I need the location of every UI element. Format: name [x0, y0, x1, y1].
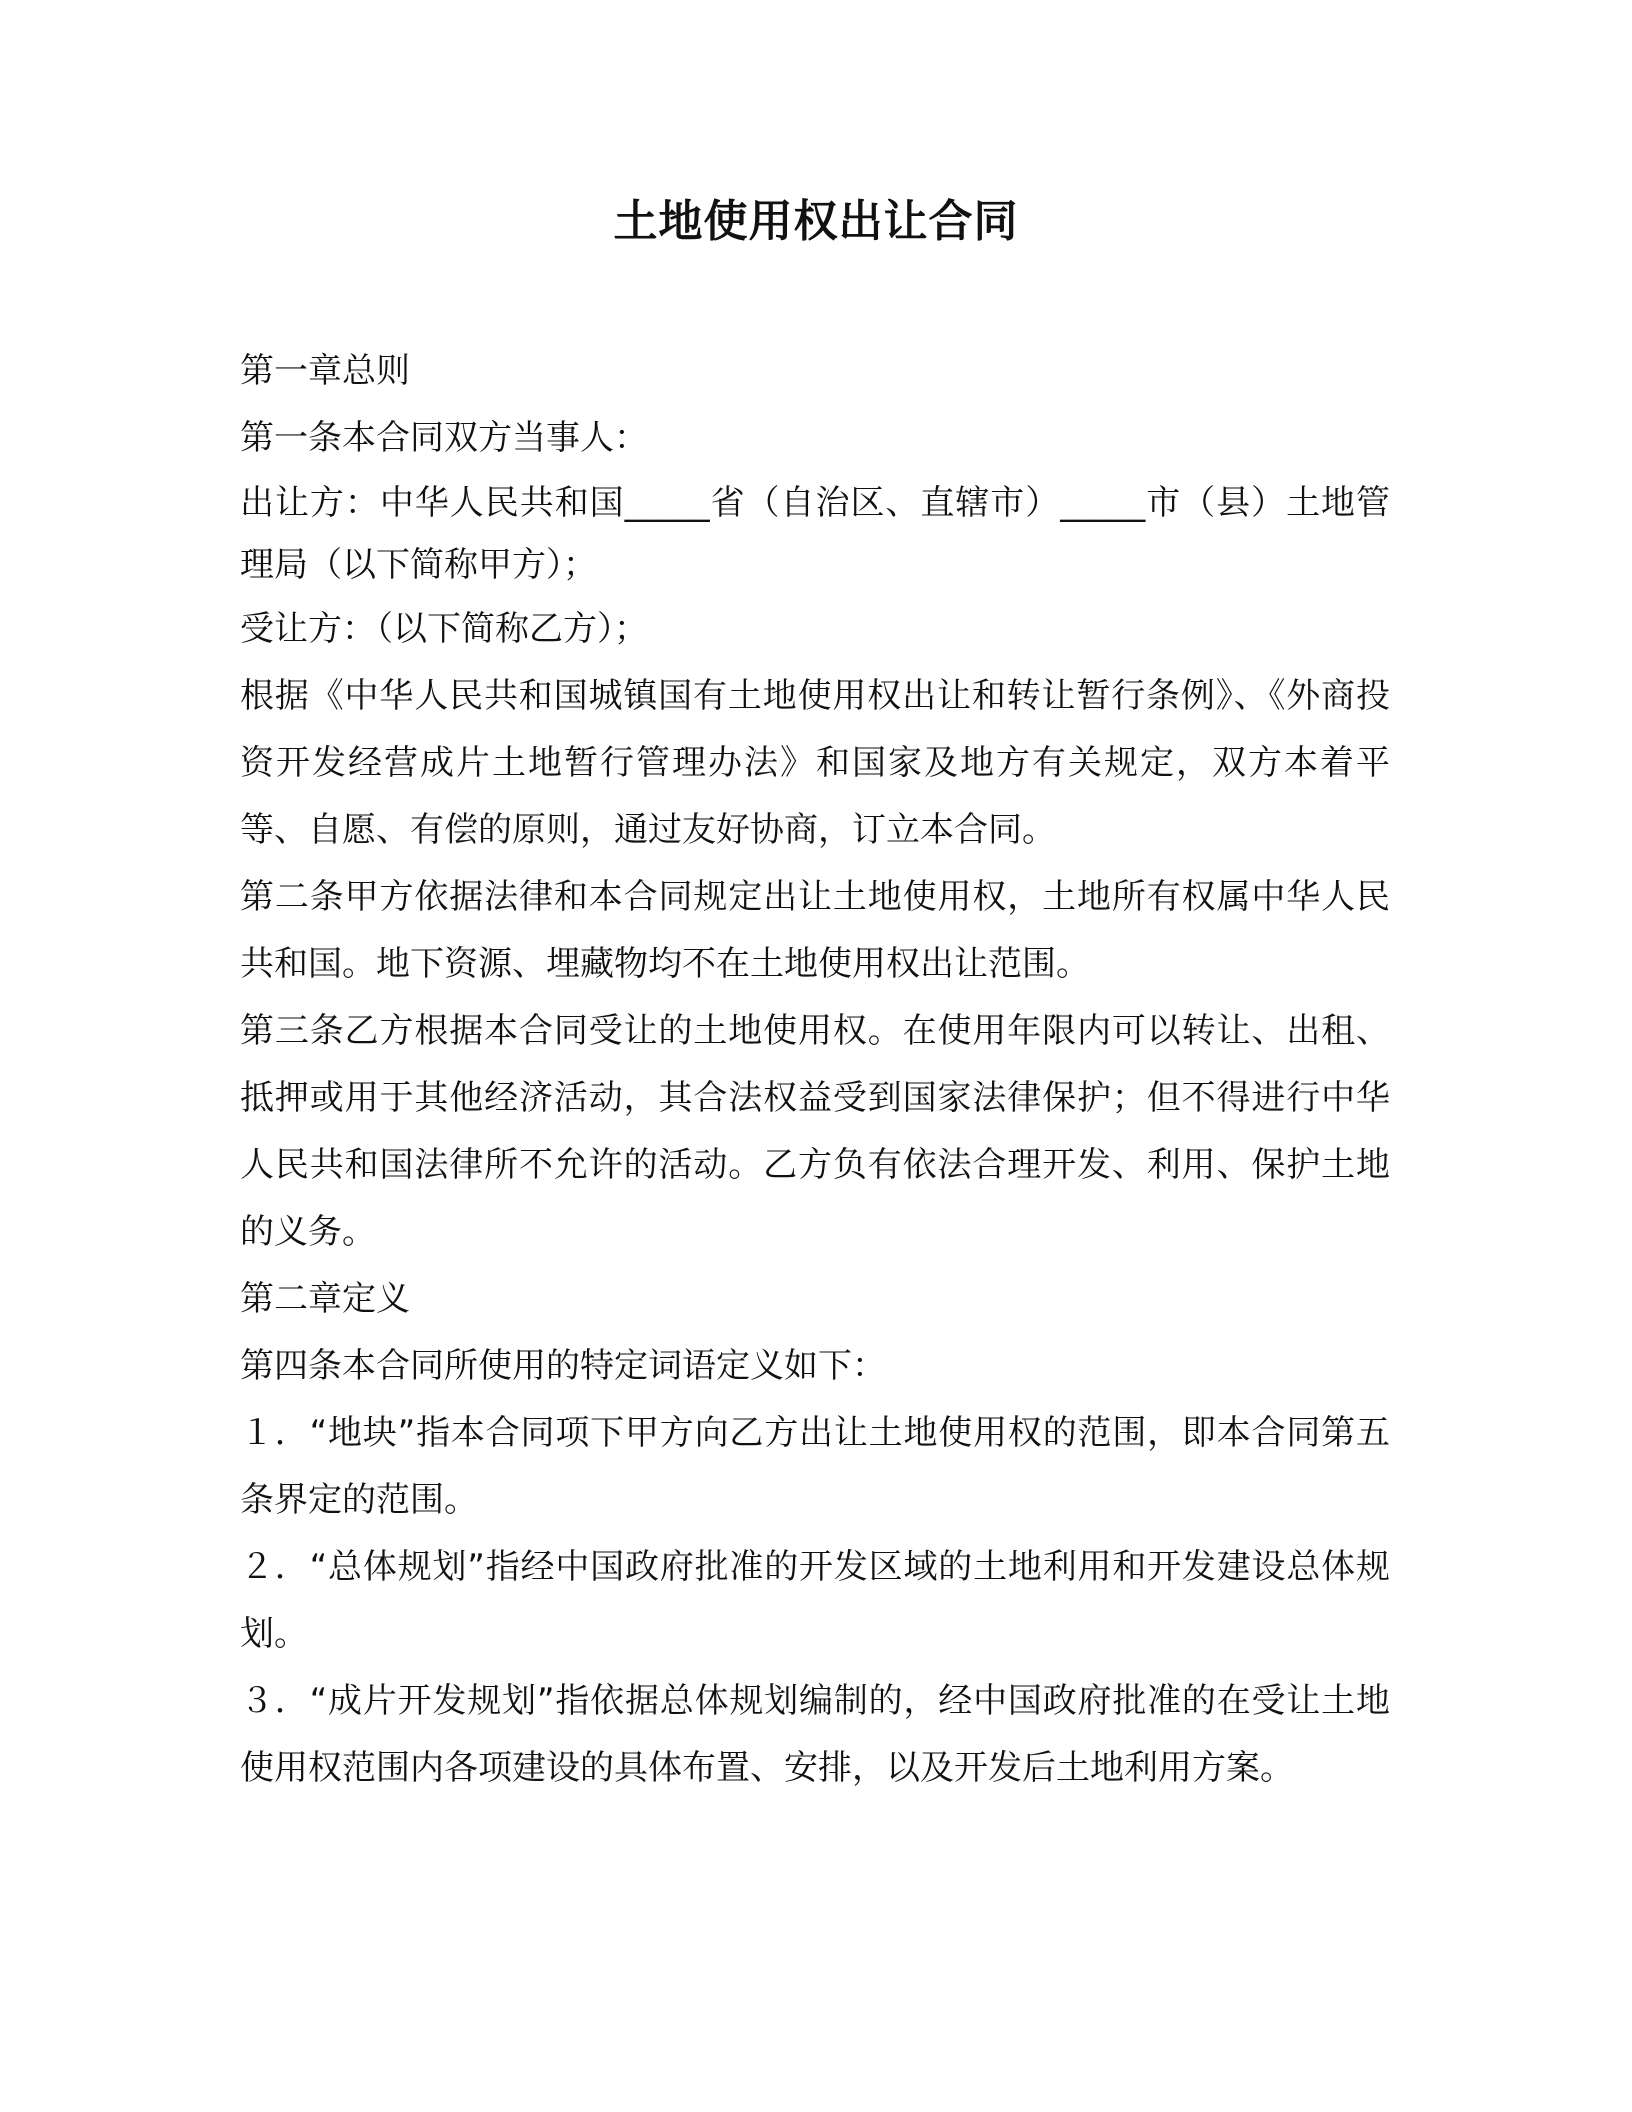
definition-1: １．“地块”指本合同项下甲方向乙方出让土地使用权的范围，即本合同第五条界定的范围。: [240, 1413, 1390, 1520]
article-2: 第二条甲方依据法律和本合同规定出让土地使用权，土地所有权属中华人民共和国。地下资源、埋藏物均不在土地使用权出让范围。: [240, 877, 1390, 984]
article-4: 第四条本合同所使用的特定词语定义如下：: [240, 1346, 886, 1386]
party-transferor: 出让方：中华人民共和国_____省（自治区、直辖市）_____市（县）土地管理局（以下简称甲方）；: [240, 483, 1390, 585]
definition-2: ２．“总体规划”指经中国政府批准的开发区域的土地利用和开发建设总体规划。: [240, 1547, 1390, 1654]
chapter-heading-2: 第二章定义: [240, 1279, 410, 1319]
article-3: 第三条乙方根据本合同受让的土地使用权。在使用年限内可以转让、出租、抵押或用于其他经济活动，其合法权益受到国家法律保护；但不得进行中华人民共和国法律所不允许的活动。乙方负有依法合理开发、利用、保护土地的义务。: [240, 1011, 1390, 1252]
document-title: 土地使用权出让合同: [613, 196, 1019, 247]
definition-3: ３．“成片开发规划”指依据总体规划编制的，经中国政府批准的在受让土地使用权范围内各项建设的具体布置、安排，以及开发后土地利用方案。: [240, 1681, 1390, 1788]
article-1: 第一条本合同双方当事人：: [240, 418, 648, 458]
document-body: [240, 338, 1390, 1802]
legal-basis-paragraph: 根据《中华人民共和国城镇国有土地使用权出让和转让暂行条例》、《外商投资开发经营成片土地暂行管理办法》和国家及地方有关规定，双方本着平等、自愿、有偿的原则，通过友好协商，订立本合同。: [240, 676, 1390, 850]
chapter-heading-1: 第一章总则: [240, 351, 410, 391]
party-transferee: 受让方：（以下简称乙方）；: [240, 609, 648, 649]
